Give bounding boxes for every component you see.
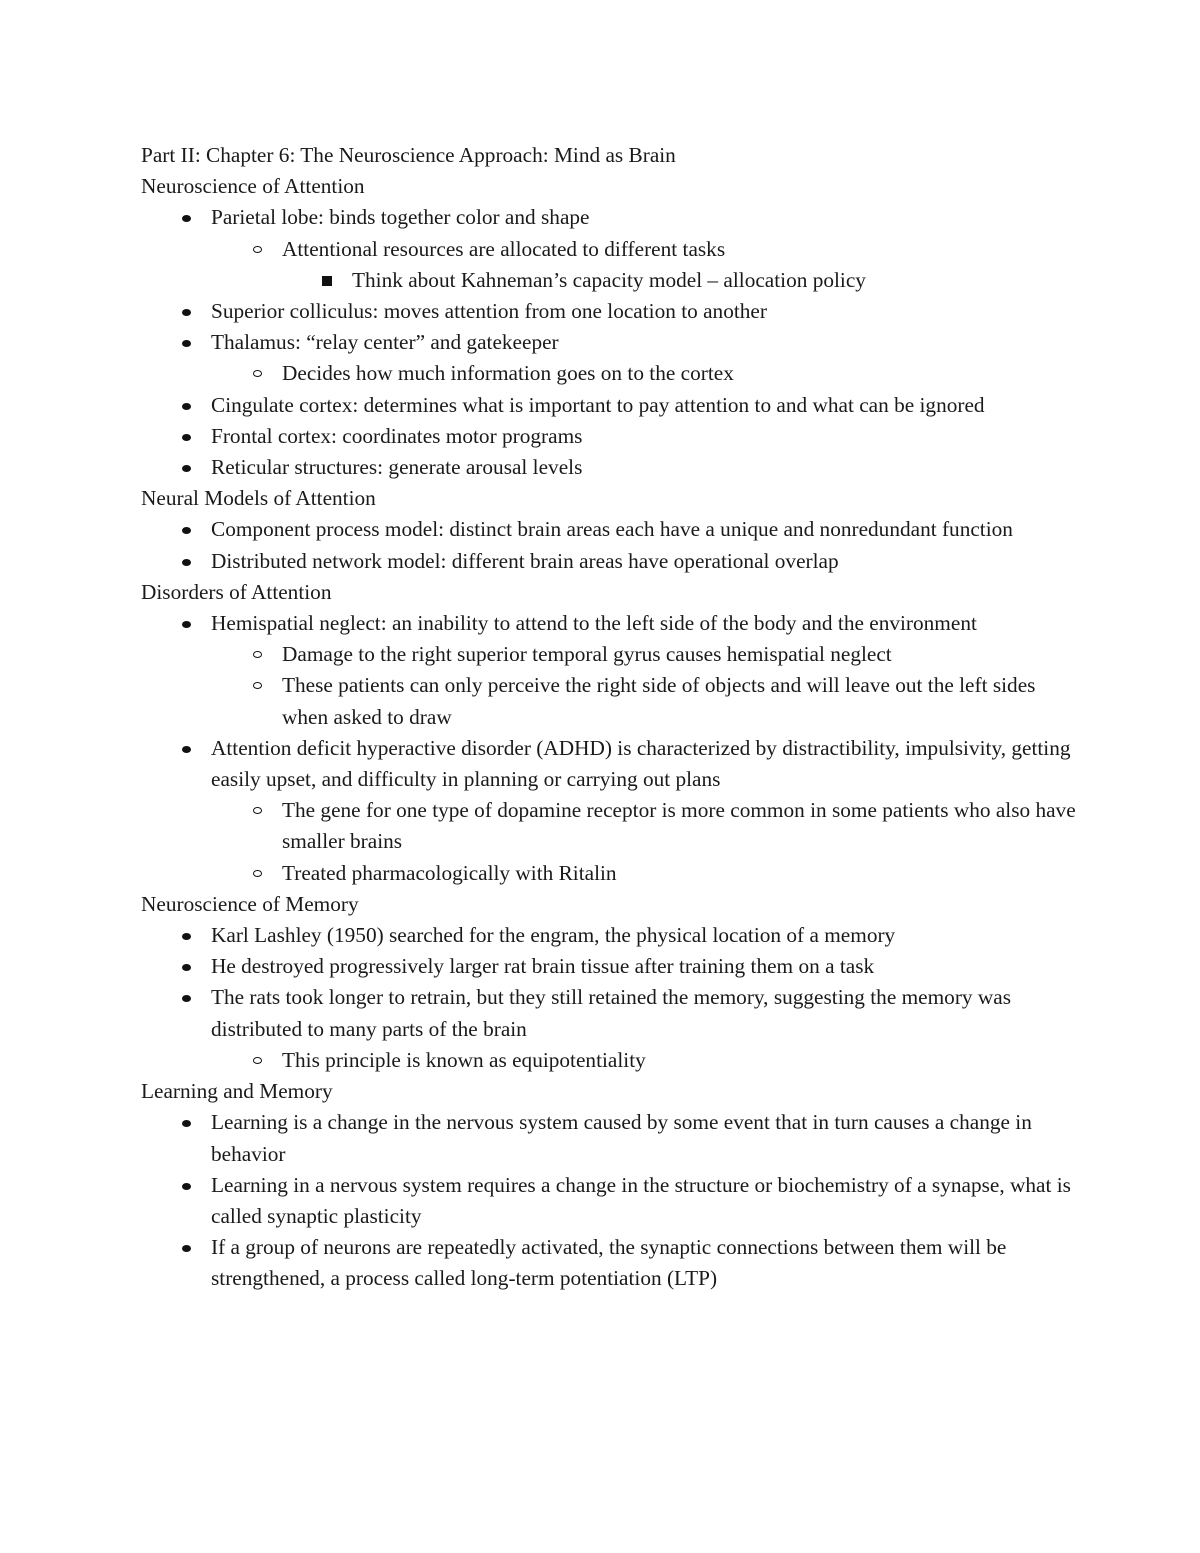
list-item-text: Hemispatial neglect: an inability to attend to the left side of the body and the environment xyxy=(211,611,977,636)
list-level-1 xyxy=(141,514,1081,576)
list-level-2 xyxy=(211,1045,1081,1076)
bullet-circle-icon xyxy=(253,1057,262,1064)
list-item-text: Component process model: distinct brain areas each have a unique and nonredundant function xyxy=(211,517,1013,542)
list-item xyxy=(282,234,1081,296)
list-item-text: Think about Kahneman’s capacity model – allocation policy xyxy=(352,267,866,292)
list-item xyxy=(211,982,1081,1076)
bullet-square-icon xyxy=(322,276,332,286)
list-item-text: Frontal cortex: coordinates motor programs xyxy=(211,423,583,448)
list-level-2 xyxy=(211,795,1081,889)
bullet-circle-icon xyxy=(253,370,262,377)
bullet-disc-icon xyxy=(182,403,191,410)
bullet-disc-icon xyxy=(182,340,191,347)
bullet-disc-icon xyxy=(182,309,191,316)
list-item-text: If a group of neurons are repeatedly activated, the synaptic connections between them will be strengthened, a process called long-term potentiation (LTP) xyxy=(211,1235,1007,1291)
list-level-1 xyxy=(141,608,1081,889)
list-item-text: This principle is known as equipotentiality xyxy=(282,1047,646,1072)
list-level-2 xyxy=(211,639,1081,733)
list-item-text: Reticular structures: generate arousal levels xyxy=(211,455,583,480)
list-item xyxy=(282,639,1081,670)
bullet-circle-icon xyxy=(253,682,262,689)
section-heading: Neuroscience of Attention xyxy=(141,174,365,199)
list-item xyxy=(211,296,1081,327)
list-item xyxy=(282,358,1081,389)
list-item xyxy=(211,1170,1081,1232)
section-heading: Learning and Memory xyxy=(141,1079,333,1104)
document-body xyxy=(141,171,1081,1294)
list-item-text: Cingulate cortex: determines what is important to pay attention to and what can be ignored xyxy=(211,392,985,417)
list-item xyxy=(211,920,1081,951)
list-level-3 xyxy=(282,265,1081,296)
bullet-disc-icon xyxy=(182,559,191,566)
bullet-disc-icon xyxy=(182,527,191,534)
bullet-disc-icon xyxy=(182,1245,191,1252)
list-level-1 xyxy=(141,920,1081,1076)
bullet-disc-icon xyxy=(182,215,191,222)
list-item-text: Attentional resources are allocated to different tasks xyxy=(282,236,726,261)
bullet-disc-icon xyxy=(182,964,191,971)
section xyxy=(141,577,1081,889)
document-title: Part II: Chapter 6: The Neuroscience Approach: Mind as Brain xyxy=(141,143,676,167)
section-heading: Disorders of Attention xyxy=(141,579,332,604)
list-item xyxy=(211,546,1081,577)
section xyxy=(141,889,1081,1076)
list-item-text: He destroyed progressively larger rat brain tissue after training them on a task xyxy=(211,954,875,979)
list-item-text: Attention deficit hyperactive disorder (ADHD) is characterized by distractibility, impulsivity, getting easily upset, and difficulty in planning or carrying out plans xyxy=(211,735,1071,792)
list-level-1 xyxy=(141,202,1081,483)
section-heading: Neural Models of Attention xyxy=(141,486,376,511)
list-item xyxy=(211,327,1081,389)
bullet-disc-icon xyxy=(182,746,191,753)
list-level-2 xyxy=(211,234,1081,296)
list-item-text: Learning in a nervous system requires a change in the structure or biochemistry of a synapse, what is called synaptic plasticity xyxy=(211,1172,1071,1228)
list-item xyxy=(282,858,1081,889)
list-item xyxy=(211,1232,1081,1294)
list-item xyxy=(211,1107,1081,1169)
list-item xyxy=(211,951,1081,982)
list-item xyxy=(211,733,1081,889)
bullet-circle-icon xyxy=(253,651,262,658)
list-item-text: The rats took longer to retrain, but they still retained the memory, suggesting the memory was distributed to many parts of the brain xyxy=(211,985,1012,1041)
bullet-circle-icon xyxy=(253,246,262,253)
bullet-disc-icon xyxy=(182,933,191,940)
list-item xyxy=(211,452,1081,483)
list-item xyxy=(211,608,1081,733)
bullet-disc-icon xyxy=(182,465,191,472)
section xyxy=(141,171,1081,483)
list-item xyxy=(282,795,1081,857)
list-item-text: Thalamus: “relay center” and gatekeeper xyxy=(211,330,559,355)
list-item-text: Decides how much information goes on to the cortex xyxy=(282,361,734,386)
list-item xyxy=(211,421,1081,452)
list-item xyxy=(352,265,1081,296)
list-item-text: Damage to the right superior temporal gyrus causes hemispatial neglect xyxy=(282,642,892,667)
bullet-disc-icon xyxy=(182,434,191,441)
list-level-1 xyxy=(141,1107,1081,1294)
list-item xyxy=(282,1045,1081,1076)
list-item xyxy=(211,514,1081,545)
bullet-circle-icon xyxy=(253,870,262,877)
list-item xyxy=(211,390,1081,421)
bullet-disc-icon xyxy=(182,1183,191,1190)
list-item-text: These patients can only perceive the right side of objects and will leave out the left sides when asked to draw xyxy=(282,673,1036,729)
section-heading: Neuroscience of Memory xyxy=(141,891,359,916)
bullet-circle-icon xyxy=(253,807,262,814)
list-item xyxy=(211,202,1081,296)
bullet-disc-icon xyxy=(182,995,191,1002)
list-item-text: Karl Lashley (1950) searched for the engram, the physical location of a memory xyxy=(211,923,896,948)
list-item xyxy=(282,670,1081,732)
section xyxy=(141,483,1081,577)
list-item-text: Superior colliculus: moves attention from one location to another xyxy=(211,299,767,324)
list-item-text: Parietal lobe: binds together color and shape xyxy=(211,205,590,230)
list-item-text: Distributed network model: different brain areas have operational overlap xyxy=(211,548,839,573)
document-page xyxy=(141,140,1081,1295)
list-item-text: Learning is a change in the nervous system caused by some event that in turn causes a change in behavior xyxy=(211,1110,1032,1166)
section xyxy=(141,1076,1081,1294)
bullet-disc-icon xyxy=(182,621,191,628)
list-item-text: The gene for one type of dopamine receptor is more common in some patients who also have smaller brains xyxy=(282,798,1076,854)
list-level-2 xyxy=(211,358,1081,389)
bullet-disc-icon xyxy=(182,1120,191,1127)
list-item-text: Treated pharmacologically with Ritalin xyxy=(282,860,617,885)
